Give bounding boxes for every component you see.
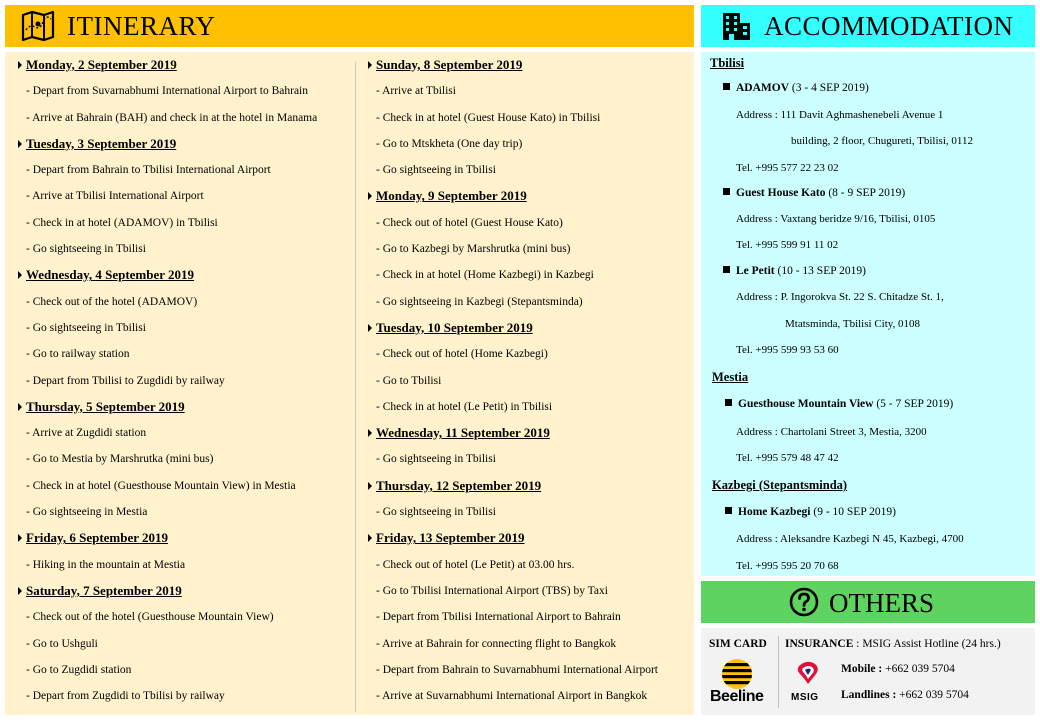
landline-number: Landlines : +662 039 5704 — [841, 689, 969, 701]
activity-item: - Go sightseeing in Mestia — [26, 506, 148, 519]
activity-item: - Arrive at Suvarnabhumi International Airport in Bangkok — [376, 690, 648, 703]
day-date: Tuesday, 10 September 2019 — [368, 315, 658, 341]
others-header — [701, 581, 1035, 623]
map-icon — [21, 10, 55, 42]
activity-item: - Go sightseeing in Tbilisi — [26, 321, 146, 334]
activity-item: - Go sightseeing in Tbilisi — [376, 453, 496, 466]
activity-item: - Go to railway station — [26, 348, 130, 361]
itinerary-panel — [5, 52, 694, 715]
activity-item: - Go sightseeing in Tbilisi — [376, 164, 496, 177]
hotel-address-cont: Mtatsminda, Tbilisi City, 0108 — [785, 318, 921, 330]
caret-right-icon — [368, 61, 372, 69]
bullet-square — [725, 507, 732, 514]
hotel-le-petit: Le Petit (10 - 13 SEP 2019) — [723, 265, 866, 277]
column-divider — [355, 62, 356, 712]
beeline-logo — [712, 658, 762, 692]
day-date: Thursday, 12 September 2019 — [368, 473, 658, 499]
itinerary-day — [18, 578, 317, 709]
activity-item: - Arrive at Bahrain (BAH) and check in at the hotel in Manama — [26, 111, 318, 124]
activity-item: - Go to Kazbegi by Marshrutka (mini bus) — [376, 243, 571, 256]
activity-item: - Check out of hotel (Le Petit) at 03.00 hrs. — [376, 558, 575, 571]
activity-item: - Go sightseeing in Tbilisi — [376, 506, 496, 519]
activity-item: - Depart from Bahrain to Tbilisi International Airport — [26, 164, 271, 177]
itinerary-day — [18, 131, 317, 262]
itinerary-header — [5, 5, 694, 47]
activity-item: - Check out of hotel (Guest House Kato) — [376, 216, 563, 229]
day-date: Sunday, 8 September 2019 — [368, 52, 658, 78]
itinerary-day — [368, 183, 658, 314]
activity-item: - Go sightseeing in Tbilisi — [26, 243, 146, 256]
others-panel — [701, 628, 1035, 715]
caret-right-icon — [18, 403, 22, 411]
hotel-tel: Tel. +995 577 22 23 02 — [736, 162, 839, 174]
itinerary-title: ITINERARY — [67, 11, 216, 41]
hotel-address: Address : P. Ingorokva St. 22 S. Chitadze St. 1, — [736, 291, 944, 303]
activity-item: - Hiking in the mountain at Mestia — [26, 558, 186, 571]
itinerary-day — [18, 262, 317, 393]
day-date: Friday, 13 September 2019 — [368, 525, 658, 551]
activity-item: - Check in at hotel (Guest House Kato) in Tbilisi — [376, 111, 601, 124]
activity-item: - Depart from Bahrain to Suvarnabhumi International Airport — [376, 663, 658, 676]
itinerary-day — [18, 52, 317, 131]
question-circle-icon — [789, 587, 819, 617]
activity-item: - Go to Tbilisi — [376, 374, 442, 387]
activity-item: - Go to Zugdidi station — [26, 663, 132, 676]
itinerary-day — [18, 394, 317, 525]
city-tbilisi: Tbilisi — [710, 56, 745, 70]
itinerary-day — [368, 473, 658, 526]
accommodation-header — [701, 5, 1035, 47]
caret-right-icon — [18, 271, 22, 279]
activity-item: - Check in at hotel (Le Petit) in Tbilisi — [376, 400, 553, 413]
insurance-label: INSURANCE : MSIG Assist Hotline (24 hrs.) — [785, 638, 1001, 650]
caret-right-icon — [18, 61, 22, 69]
hotel-adamov: ADAMOV (3 - 4 SEP 2019) — [723, 82, 869, 94]
itinerary-column-1 — [18, 52, 317, 709]
hotel-tel: Tel. +995 595 20 70 68 — [736, 560, 839, 572]
sim-card-label: SIM CARD — [709, 638, 767, 650]
hotel-tel: Tel. +995 599 91 11 02 — [736, 239, 839, 251]
activity-item: - Check out of the hotel (ADAMOV) — [26, 295, 198, 308]
hotel-address: Address : Chartolani Street 3, Mestia, 3200 — [736, 426, 927, 438]
hotel-tel: Tel. +995 579 48 47 42 — [736, 452, 839, 464]
itinerary-day — [368, 525, 658, 709]
bullet-square — [725, 399, 732, 406]
others-title: OTHERS — [829, 588, 935, 618]
beeline-wordmark: Beeline — [710, 688, 764, 705]
caret-right-icon — [368, 324, 372, 332]
hotel-guest-house-kato: Guest House Kato (8 - 9 SEP 2019) — [723, 187, 905, 199]
activity-item: - Arrive at Bahrain for connecting flight to Bangkok — [376, 637, 617, 650]
hotel-address: Address : Vaxtang beridze 9/16, Tbilisi, 0105 — [736, 213, 936, 225]
day-date: Wednesday, 11 September 2019 — [368, 420, 658, 446]
hotel-home-kazbegi: Home Kazbegi (9 - 10 SEP 2019) — [725, 506, 896, 518]
hotel-guesthouse-mountain-view: Guesthouse Mountain View (5 - 7 SEP 2019) — [725, 398, 953, 410]
msig-logo — [793, 658, 823, 688]
hotel-address: Address : 111 Davit Aghmashenebeli Avenue 1 — [736, 109, 944, 121]
caret-right-icon — [18, 140, 22, 148]
itinerary-column-2 — [368, 52, 658, 709]
day-date: Wednesday, 4 September 2019 — [18, 262, 317, 288]
bullet-square — [723, 83, 730, 90]
activity-item: - Go to Mestia by Marshrutka (mini bus) — [26, 453, 214, 466]
bullet-square — [723, 266, 730, 273]
bullet-square — [723, 188, 730, 195]
caret-right-icon — [368, 429, 372, 437]
activity-item: - Depart from Tbilisi International Airport to Bahrain — [376, 611, 621, 624]
caret-right-icon — [18, 587, 22, 595]
caret-right-icon — [368, 534, 372, 542]
activity-item: - Check out of hotel (Home Kazbegi) — [376, 348, 548, 361]
activity-item: - Depart from Zugdidi to Tbilisi by railway — [26, 690, 225, 703]
activity-item: - Check out of the hotel (Guesthouse Mountain View) — [26, 611, 274, 624]
itinerary-day — [18, 525, 317, 578]
msig-wordmark: MSIG — [791, 692, 819, 703]
day-date: Monday, 9 September 2019 — [368, 183, 658, 209]
day-date: Tuesday, 3 September 2019 — [18, 131, 317, 157]
building-icon — [721, 11, 751, 41]
activity-item: - Check in at hotel (Home Kazbegi) in Kazbegi — [376, 269, 594, 282]
activity-item: - Go sightseeing in Kazbegi (Stepantsminda) — [376, 295, 583, 308]
activity-item: - Go to Ushguli — [26, 637, 98, 650]
others-divider — [778, 636, 779, 708]
itinerary-day — [368, 315, 658, 420]
day-date: Saturday, 7 September 2019 — [18, 578, 317, 604]
city-mestia: Mestia — [712, 370, 749, 384]
activity-item: - Arrive at Tbilisi — [376, 85, 456, 98]
activity-item: - Arrive at Zugdidi station — [26, 427, 147, 440]
itinerary-day — [368, 420, 658, 473]
activity-item: - Go to Tbilisi International Airport (TBS) by Taxi — [376, 584, 608, 597]
activity-item: - Check in at hotel (ADAMOV) in Tbilisi — [26, 216, 218, 229]
hotel-address-cont: building, 2 floor, Chugureti, Tbilisi, 0112 — [791, 135, 973, 147]
accommodation-panel — [701, 52, 1035, 576]
city-kazbegi: Kazbegi (Stepantsminda) — [712, 478, 848, 492]
activity-item: - Go to Mtskheta (One day trip) — [376, 137, 523, 150]
itinerary-day — [368, 52, 658, 183]
day-date: Monday, 2 September 2019 — [18, 52, 317, 78]
activity-item: - Depart from Suvarnabhumi International Airport to Bahrain — [26, 85, 308, 98]
activity-item: - Depart from Tbilisi to Zugdidi by railway — [26, 374, 225, 387]
hotel-tel: Tel. +995 599 93 53 60 — [736, 344, 839, 356]
hotel-address: Address : Aleksandre Kazbegi N 45, Kazbegi, 4700 — [736, 533, 964, 545]
day-date: Friday, 6 September 2019 — [18, 525, 317, 551]
day-date: Thursday, 5 September 2019 — [18, 394, 317, 420]
activity-item: - Arrive at Tbilisi International Airport — [26, 190, 204, 203]
activity-item: - Check in at hotel (Guesthouse Mountain View) in Mestia — [26, 479, 296, 492]
caret-right-icon — [368, 192, 372, 200]
caret-right-icon — [18, 534, 22, 542]
mobile-number: Mobile : +662 039 5704 — [841, 663, 955, 675]
accommodation-title: ACCOMMODATION — [764, 11, 1014, 41]
caret-right-icon — [368, 482, 372, 490]
